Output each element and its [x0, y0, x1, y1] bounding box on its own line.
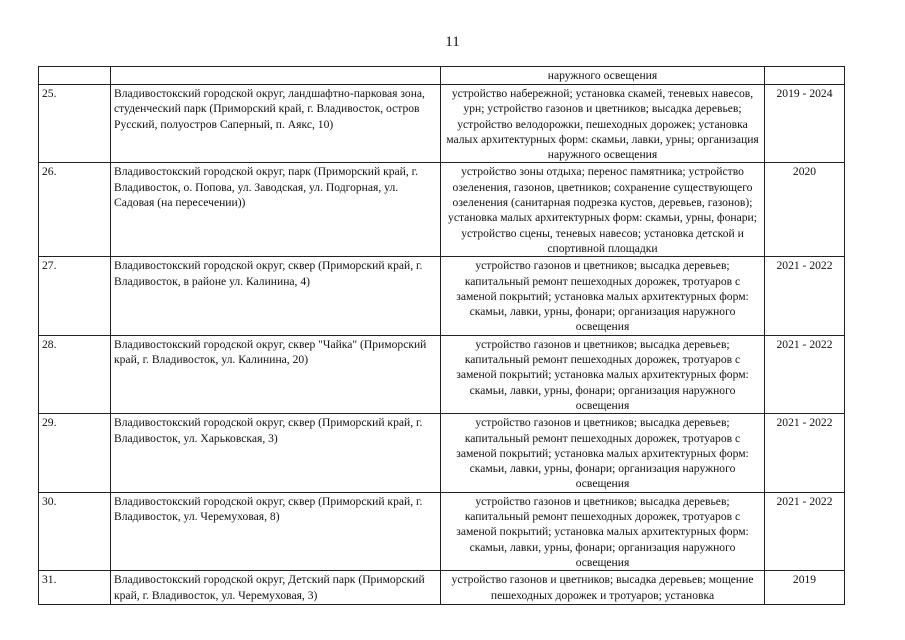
- row-number: 29.: [39, 414, 111, 492]
- object-description: Владивостокский городской округ, сквер (Приморский край, г. Владивосток, в районе ул. Калинина, 4): [111, 257, 441, 335]
- implementation-years: 2021 - 2022: [765, 414, 845, 492]
- works-cell: наружного освещения: [441, 67, 765, 85]
- object-description: Владивостокский городской округ, парк (Приморский край, г. Владивосток, о. Попова, ул. Заводская, ул. Подгорная, ул. Садовая (на пересечении)): [111, 163, 441, 257]
- implementation-years: 2019: [765, 571, 845, 605]
- table-row: [39, 85, 845, 163]
- table-row: [39, 163, 845, 257]
- object-cell: [111, 67, 441, 85]
- works-description: устройство зоны отдыха; перенос памятника; устройство озеленения, газонов, цветников; сохранение существующего озеленения (санитарная подрезка кустов, деревьев, газонов); установка малых архитектурных форм: скамьи, урны, фонари; устройство сцены, теневых навесов; установка детской и спортивной площадки: [441, 163, 765, 257]
- row-number: 27.: [39, 257, 111, 335]
- works-description: устройство газонов и цветников; высадка деревьев; мощение пешеходных дорожек и тротуаров; установка: [441, 571, 765, 605]
- number-cell: [39, 67, 111, 85]
- table-row: [39, 414, 845, 492]
- implementation-years: 2021 - 2022: [765, 492, 845, 570]
- object-description: Владивостокский городской округ, сквер (Приморский край, г. Владивосток, ул. Черемуховая, 8): [111, 492, 441, 570]
- row-number: 28.: [39, 335, 111, 413]
- works-description: устройство газонов и цветников; высадка деревьев; капитальный ремонт пешеходных дорожек, тротуаров с заменой покрытий; установка малых архитектурных форм: скамьи, лавки, урны, фонари; организация наружного освещения: [441, 335, 765, 413]
- implementation-years: 2019 - 2024: [765, 85, 845, 163]
- page-number: 11: [445, 34, 460, 50]
- table-row: [39, 335, 845, 413]
- implementation-years: 2021 - 2022: [765, 335, 845, 413]
- objects-table: [38, 66, 845, 605]
- works-description: устройство газонов и цветников; высадка деревьев; капитальный ремонт пешеходных дорожек, тротуаров с заменой покрытий; установка малых архитектурных форм: скамьи, лавки, урны, фонари; организация наружного освещения: [441, 414, 765, 492]
- object-description: Владивостокский городской округ, Детский парк (Приморский край, г. Владивосток, ул. Черемуховая, 3): [111, 571, 441, 605]
- implementation-years: 2020: [765, 163, 845, 257]
- row-number: 30.: [39, 492, 111, 570]
- row-number: 31.: [39, 571, 111, 605]
- object-description: Владивостокский городской округ, сквер "Чайка" (Приморский край, г. Владивосток, ул. Калинина, 20): [111, 335, 441, 413]
- row-number: 25.: [39, 85, 111, 163]
- table-row: [39, 571, 845, 605]
- works-description: устройство газонов и цветников; высадка деревьев; капитальный ремонт пешеходных дорожек, тротуаров с заменой покрытий; установка малых архитектурных форм: скамьи, лавки, урны, фонари; организация наружного освещения: [441, 492, 765, 570]
- table-row-carryover: [39, 67, 845, 85]
- object-description: Владивостокский городской округ, сквер (Приморский край, г. Владивосток, ул. Харьковская, 3): [111, 414, 441, 492]
- object-description: Владивостокский городской округ, ландшафтно-парковая зона, студенческий парк (Приморский край, г. Владивосток, остров Русский, полуостров Саперный, п. Аякс, 10): [111, 85, 441, 163]
- row-number: 26.: [39, 163, 111, 257]
- years-cell: [765, 67, 845, 85]
- table-row: [39, 492, 845, 570]
- table-row: [39, 257, 845, 335]
- works-description: устройство набережной; установка скамей, теневых навесов, урн; устройство газонов и цветников; высадка деревьев; устройство велодорожки, пешеходных дорожек; установка малых архитектурных форм: скамьи, лавки, урны; организация наружного освещения: [441, 85, 765, 163]
- works-description: устройство газонов и цветников; высадка деревьев; капитальный ремонт пешеходных дорожек, тротуаров с заменой покрытий; установка малых архитектурных форм: скамьи, лавки, урны, фонари; организация наружного освещения: [441, 257, 765, 335]
- implementation-years: 2021 - 2022: [765, 257, 845, 335]
